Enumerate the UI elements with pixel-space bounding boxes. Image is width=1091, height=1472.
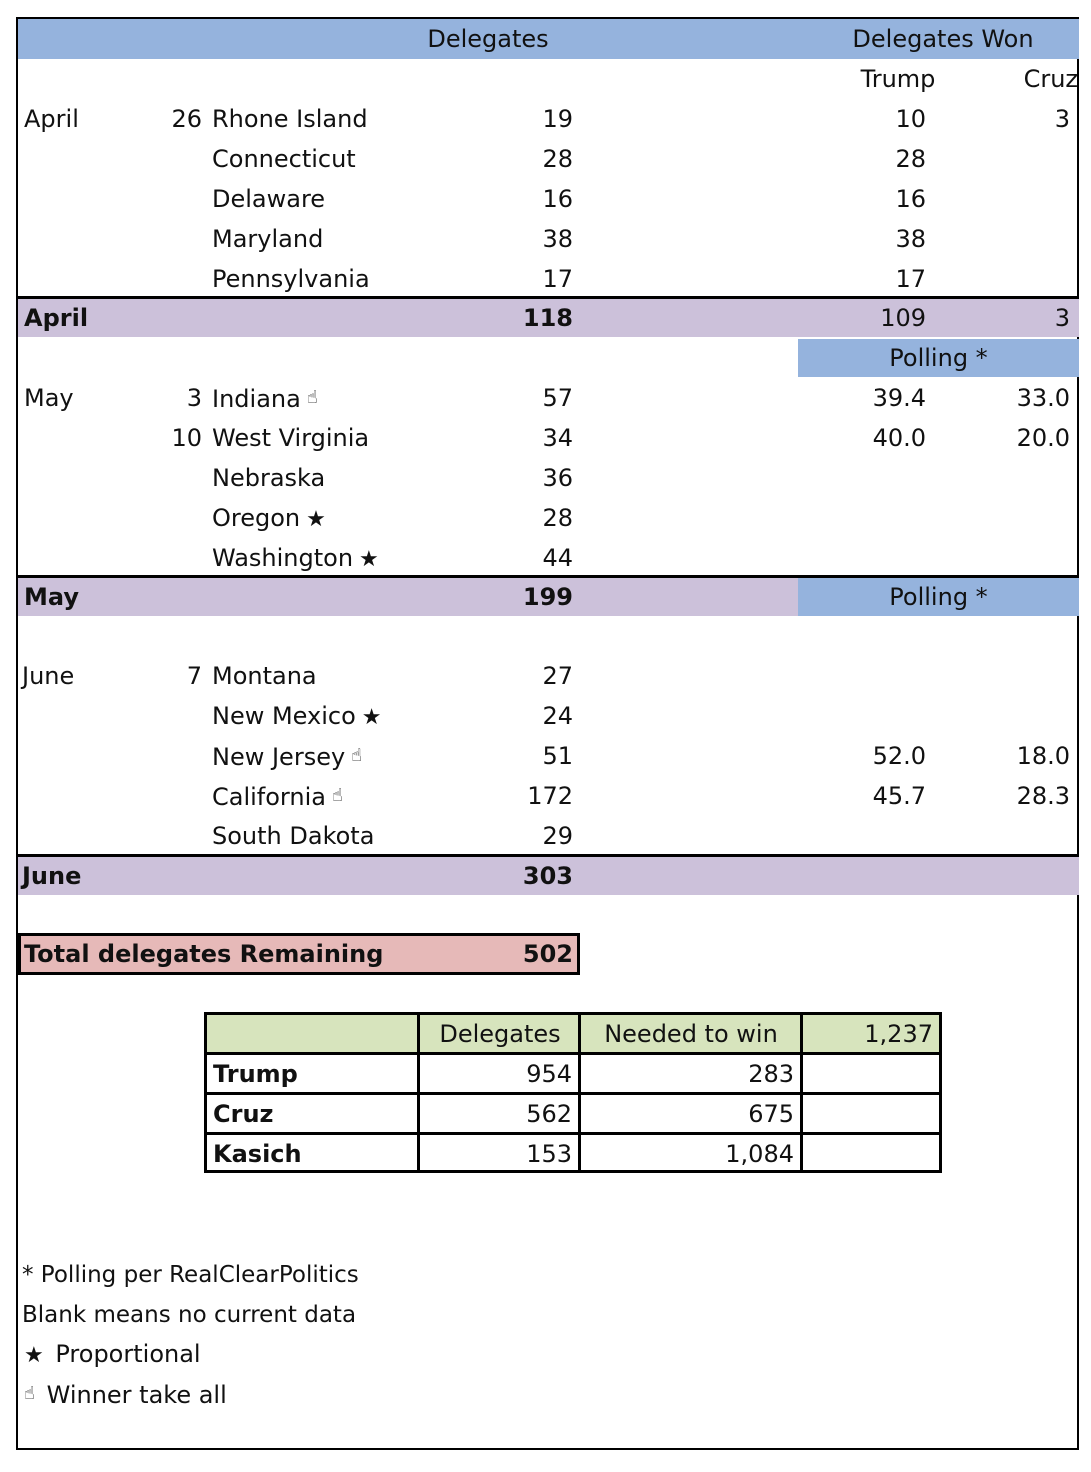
note-polling-source: * Polling per RealClearPolitics bbox=[22, 1262, 359, 1288]
april-cruz bbox=[978, 139, 1070, 179]
april-month-label: April bbox=[24, 105, 79, 133]
june-cruz: 18.0 bbox=[1016, 742, 1070, 770]
header-trump: Trump bbox=[860, 65, 936, 93]
june-state-3 bbox=[212, 776, 343, 816]
june-state-4 bbox=[212, 816, 374, 856]
may-state-label: Nebraska bbox=[212, 464, 326, 492]
april-cruz bbox=[978, 179, 1070, 219]
april-state-label: Connecticut bbox=[212, 145, 356, 173]
april-cruz bbox=[978, 259, 1070, 299]
april-delegates: 19 bbox=[542, 105, 573, 133]
note-winner-text: Winner take all bbox=[46, 1381, 227, 1409]
june-cruz bbox=[978, 656, 1070, 696]
star-icon: ★ bbox=[361, 705, 382, 730]
summary-col-delegates: Delegates bbox=[420, 1015, 580, 1053]
summary-row-rule-3 bbox=[207, 1132, 939, 1135]
june-state-1 bbox=[212, 696, 382, 736]
june-delegates: 29 bbox=[542, 822, 573, 850]
summary-col-target: 1,237 bbox=[802, 1015, 939, 1053]
header-delegates-won: Delegates Won bbox=[852, 25, 1034, 53]
delegate-spreadsheet bbox=[16, 17, 1079, 1450]
april-delegates: 17 bbox=[542, 265, 573, 293]
may-cruz bbox=[978, 538, 1070, 578]
april-state-4 bbox=[212, 259, 370, 299]
april-total-delegates: 118 bbox=[522, 304, 573, 332]
note-blank: Blank means no current data bbox=[22, 1302, 357, 1328]
april-trump: 38 bbox=[895, 225, 926, 253]
april-state-label: Pennsylvania bbox=[212, 265, 370, 293]
may-total-delegates: 199 bbox=[522, 583, 573, 611]
june-total-label: June bbox=[22, 862, 82, 890]
april-state-label: Rhone Island bbox=[212, 105, 368, 133]
may-state-label: Indiana bbox=[212, 385, 301, 413]
remaining-value: 502 bbox=[522, 940, 573, 968]
may-state-label: Oregon bbox=[212, 504, 301, 532]
remaining-label: Total delegates Remaining bbox=[24, 940, 384, 968]
may-day bbox=[158, 498, 202, 538]
april-delegates: 16 bbox=[542, 185, 573, 213]
june-trump bbox=[818, 696, 926, 736]
april-trump: 10 bbox=[895, 105, 926, 133]
june-cruz bbox=[978, 816, 1070, 856]
may-total-label: May bbox=[24, 583, 79, 611]
april-trump: 17 bbox=[895, 265, 926, 293]
may-state-0 bbox=[212, 378, 318, 418]
may-trump: 40.0 bbox=[872, 424, 926, 452]
may-state-3 bbox=[212, 498, 326, 538]
may-day bbox=[158, 458, 202, 498]
may-cruz bbox=[978, 498, 1070, 538]
june-month-label: June bbox=[22, 662, 75, 690]
june-trump bbox=[818, 816, 926, 856]
april-cruz: 3 bbox=[1054, 105, 1070, 133]
may-state-4 bbox=[212, 538, 379, 578]
june-state-label: South Dakota bbox=[212, 822, 375, 850]
april-total-cruz: 3 bbox=[1054, 304, 1070, 332]
june-delegates: 172 bbox=[527, 782, 573, 810]
summary-delegates: 562 bbox=[526, 1100, 572, 1128]
april-total-trump: 109 bbox=[880, 304, 926, 332]
summary-header-blank bbox=[207, 1015, 420, 1053]
may-cruz: 20.0 bbox=[1016, 424, 1070, 452]
april-trump: 28 bbox=[895, 145, 926, 173]
may-state-label: West Virginia bbox=[212, 424, 370, 452]
june-day: 7 bbox=[186, 662, 202, 690]
april-state-0 bbox=[212, 99, 368, 139]
star-icon: ★ bbox=[24, 1343, 44, 1368]
may-delegates: 57 bbox=[542, 384, 573, 412]
may-delegates: 44 bbox=[542, 544, 573, 572]
note-proportional-text: Proportional bbox=[55, 1340, 201, 1368]
summary-blank bbox=[803, 1135, 939, 1173]
june-state-label: California bbox=[212, 783, 326, 811]
summary-delegates: 153 bbox=[526, 1140, 572, 1168]
may-month-label: May bbox=[24, 384, 74, 412]
may-delegates: 34 bbox=[542, 424, 573, 452]
may-cruz bbox=[978, 458, 1070, 498]
summary-needed: 1,084 bbox=[725, 1140, 794, 1168]
april-delegates: 38 bbox=[542, 225, 573, 253]
summary-row-rule-2 bbox=[207, 1092, 939, 1095]
april-state-3 bbox=[212, 219, 323, 259]
summary-name: Kasich bbox=[213, 1140, 302, 1168]
may-trump: 39.4 bbox=[872, 384, 926, 412]
may-day: 3 bbox=[186, 384, 202, 412]
star-icon: ★ bbox=[359, 547, 379, 572]
summary-col-needed: Needed to win bbox=[580, 1015, 802, 1053]
may-delegates: 36 bbox=[542, 464, 573, 492]
april-day: 26 bbox=[171, 105, 202, 133]
june-trump: 52.0 bbox=[872, 742, 926, 770]
may-state-2 bbox=[212, 458, 325, 498]
april-delegates: 28 bbox=[542, 145, 573, 173]
pointing-hand-icon: ☝ bbox=[306, 387, 318, 408]
may-trump bbox=[818, 458, 926, 498]
may-delegates: 28 bbox=[542, 504, 573, 532]
header-cruz: Cruz bbox=[1023, 65, 1078, 93]
june-delegates: 51 bbox=[542, 742, 573, 770]
june-total-delegates: 303 bbox=[522, 862, 573, 890]
summary-needed: 675 bbox=[748, 1100, 794, 1128]
april-state-label: Delaware bbox=[212, 185, 326, 213]
june-state-label: New Mexico bbox=[212, 702, 356, 730]
may-state-1 bbox=[212, 418, 369, 458]
may-trump bbox=[818, 538, 926, 578]
june-state-0 bbox=[212, 656, 317, 696]
pointing-hand-icon: ☝ bbox=[331, 785, 343, 806]
may-total-band bbox=[18, 578, 798, 616]
pointing-hand-icon: ☝ bbox=[24, 1383, 35, 1404]
june-trump: 45.7 bbox=[872, 782, 926, 810]
june-cruz: 28.3 bbox=[1016, 782, 1070, 810]
polling-label-1: Polling * bbox=[889, 344, 988, 372]
note-winner bbox=[24, 1374, 227, 1414]
june-state-label: New Jersey bbox=[212, 743, 346, 771]
summary-row-rule-1 bbox=[207, 1052, 939, 1055]
pointing-hand-icon: ☝ bbox=[351, 745, 363, 766]
may-state-label: Washington bbox=[212, 544, 354, 572]
header-delegates: Delegates bbox=[427, 25, 549, 53]
june-delegates: 27 bbox=[542, 662, 573, 690]
may-trump bbox=[818, 498, 926, 538]
star-icon: ★ bbox=[306, 507, 326, 532]
june-state-2 bbox=[212, 736, 362, 776]
june-trump bbox=[818, 656, 926, 696]
summary-blank bbox=[803, 1055, 939, 1093]
summary-table bbox=[204, 1012, 942, 1173]
summary-delegates: 954 bbox=[526, 1060, 572, 1088]
june-state-label: Montana bbox=[212, 662, 317, 690]
june-cruz bbox=[978, 696, 1070, 736]
summary-name: Cruz bbox=[213, 1100, 274, 1128]
summary-needed: 283 bbox=[748, 1060, 794, 1088]
april-total-label: April bbox=[24, 304, 89, 332]
may-day: 10 bbox=[171, 424, 202, 452]
may-day bbox=[158, 538, 202, 578]
summary-name: Trump bbox=[213, 1060, 298, 1088]
april-state-label: Maryland bbox=[212, 225, 324, 253]
june-delegates: 24 bbox=[542, 702, 573, 730]
may-cruz: 33.0 bbox=[1016, 384, 1070, 412]
summary-blank bbox=[803, 1095, 939, 1133]
polling-label-2: Polling * bbox=[889, 583, 988, 611]
april-state-1 bbox=[212, 139, 356, 179]
april-cruz bbox=[978, 219, 1070, 259]
april-trump: 16 bbox=[895, 185, 926, 213]
april-state-2 bbox=[212, 179, 325, 219]
note-proportional bbox=[24, 1334, 201, 1374]
